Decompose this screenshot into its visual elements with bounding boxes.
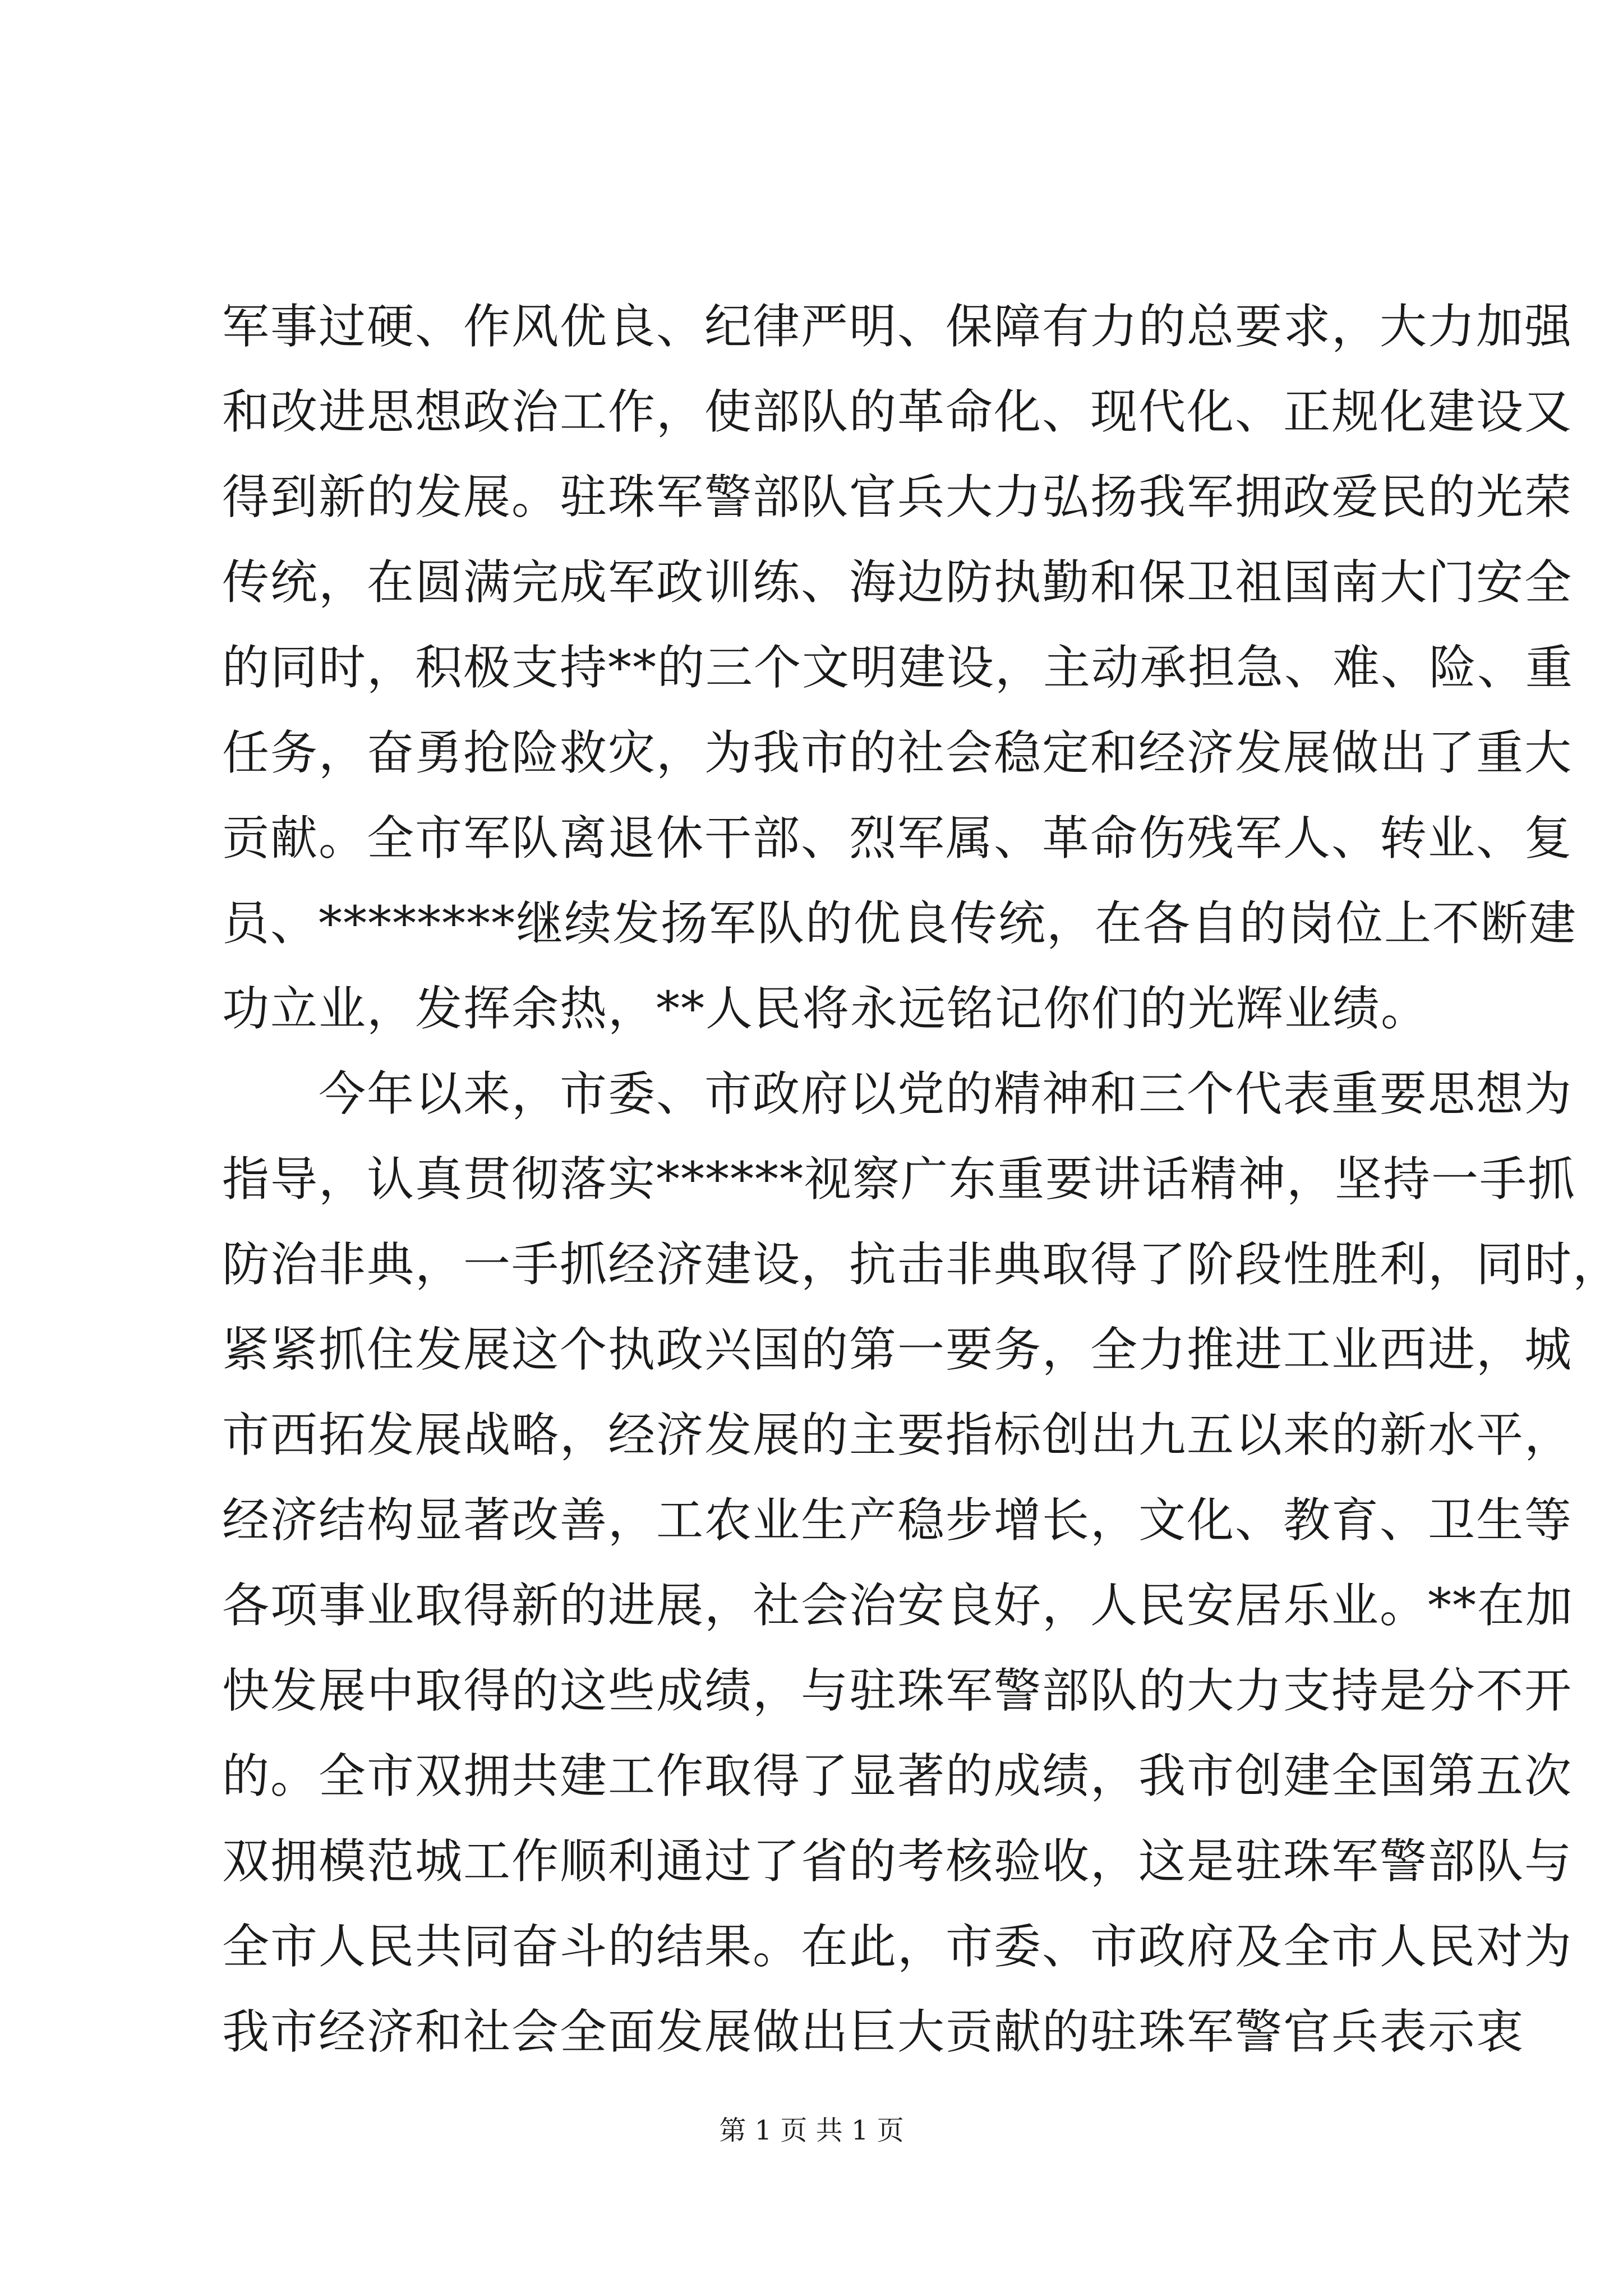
text-line: 我市经济和社会全面发展做出巨大贡献的驻珠军警官兵表示衷 [222, 2004, 1525, 2059]
page-footer [0, 2114, 1623, 2147]
text-line: 双拥模范城工作顺利通过了省的考核验收，这是驻珠军警部队与 [222, 1834, 1573, 1889]
text-line: 得到新的发展。驻珠军警部队官兵大力弘扬我军拥政爱民的光荣 [222, 470, 1573, 524]
text-line: 功立业，发挥余热，**人民将永远铭记你们的光辉业绩。 [222, 981, 1430, 1036]
text-line: 员、********继续发扬军队的优良传统，在各自的岗位上不断建 [222, 896, 1578, 951]
text-line: 和改进思想政治工作，使部队的革命化、现代化、正规化建设又 [222, 384, 1573, 439]
text-line: 经济结构显著改善，工农业生产稳步增长，文化、教育、卫生等 [222, 1493, 1573, 1548]
text-line: 防治非典，一手抓经济建设，抗击非典取得了阶段性胜利，同时， [222, 1237, 1621, 1292]
text-line: 今年以来，市委、市政府以党的精神和三个代表重要思想为 [222, 1066, 1573, 1121]
text-line: 全市人民共同奋斗的结果。在此，市委、市政府及全市人民对为 [222, 1919, 1573, 1974]
text-line: 的。全市双拥共建工作取得了显著的成绩，我市创建全国第五次 [222, 1749, 1573, 1803]
text-line: 市西拓发展战略，经济发展的主要指标创出九五以来的新水平， [222, 1407, 1573, 1462]
text-line: 军事过硬、作风优良、纪律严明、保障有力的总要求，大力加强 [222, 299, 1573, 354]
text-line: 快发展中取得的这些成绩，与驻珠军警部队的大力支持是分不开 [222, 1663, 1573, 1718]
document-body [222, 284, 1621, 2074]
page-number: 第 1 页 共 1 页 [719, 2115, 904, 2146]
text-line: 的同时，积极支持**的三个文明建设，主动承担急、难、险、重 [222, 640, 1574, 695]
text-line: 任务，奋勇抢险救灾，为我市的社会稳定和经济发展做出了重大 [222, 725, 1573, 780]
text-line: 紧紧抓住发展这个执政兴国的第一要务，全力推进工业西进，城 [222, 1322, 1573, 1377]
text-line: 各项事业取得新的进展，社会治安良好，人民安居乐业。**在加 [222, 1578, 1574, 1633]
text-line: 传统，在圆满完成军政训练、海边防执勤和保卫祖国南大门安全 [222, 555, 1573, 610]
text-line: 指导，认真贯彻落实******视察广东重要讲话精神，坚持一手抓 [222, 1152, 1576, 1207]
text-line: 贡献。全市军队离退休干部、烈军属、革命伤残军人、转业、复 [222, 811, 1573, 866]
